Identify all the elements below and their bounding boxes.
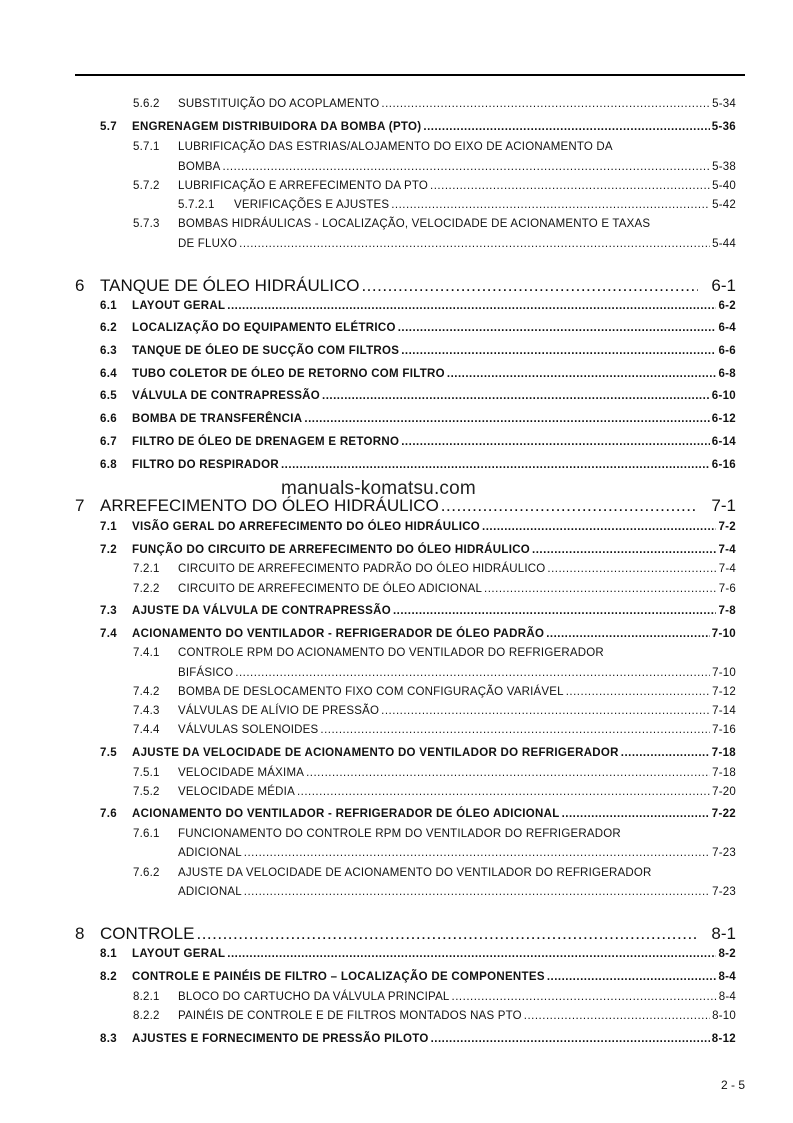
toc-entry-6-7[interactable] [100,436,736,448]
leader-dots [562,808,710,820]
entry-title: ACIONAMENTO DO VENTILADOR - REFRIGERADOR DE ÓLEO PADRÃO [132,628,545,640]
leader-dots [401,345,716,357]
leader-dots [547,563,716,575]
leader-dots [431,1033,710,1045]
toc-entry-8-3[interactable] [100,1033,736,1045]
entry-page: 6-4 [718,322,736,334]
leader-dots [452,991,717,1003]
entry-page: 7-23 [712,847,736,859]
entry-number: 7.6.2 [133,867,160,879]
toc-entry-8-2-2[interactable] [133,1010,736,1022]
toc-entry-8-2[interactable] [100,971,736,983]
leader-dots [482,521,716,533]
toc-entry-7-2-1[interactable] [133,563,736,575]
leader-dots [423,121,709,133]
toc-entry-5-7-1-line2[interactable] [178,161,736,173]
entry-number: 8.1 [100,948,117,960]
leader-dots [196,924,698,944]
leader-dots [239,238,710,250]
leader-dots [393,605,717,617]
entry-number: 6.3 [100,345,117,357]
leader-dots [430,180,710,192]
footer-page-number: 2 - 5 [720,1078,745,1092]
toc-entry-8-1[interactable] [100,948,736,960]
entry-title: VISÃO GERAL DO ARREFECIMENTO DO ÓLEO HIDRÁULICO [132,521,481,533]
toc-entry-7-6-2-line2[interactable] [178,886,736,898]
entry-page: 6-14 [711,436,736,448]
entry-page: 7-10 [712,667,736,679]
entry-number: 5.7.2.1 [178,199,215,211]
entry-number: 7.2.1 [133,563,160,575]
leader-dots [391,199,710,211]
entry-number: 7.5 [100,747,117,759]
entry-number: 7.6.1 [133,828,160,840]
entry-title: BOMBA DE DESLOCAMENTO FIXO COM CONFIGURAÇÃO VARIÁVEL [178,686,564,698]
entry-number: 5.7.1 [133,141,160,153]
toc-entry-7-5-2[interactable] [133,786,736,798]
toc-entry-7-4-1-line1[interactable] [133,647,604,659]
entry-number: 6.1 [100,300,117,312]
leader-dots [381,705,710,717]
entry-page: 7-6 [718,583,736,595]
toc-entry-6-3[interactable] [100,345,736,357]
toc-entry-6-2[interactable] [100,322,736,334]
entry-number: 7.6 [100,808,117,820]
toc-entry-5-6-2[interactable] [133,98,736,110]
entry-number: 6.6 [100,413,117,425]
toc-entry-7-5-1[interactable] [133,767,736,779]
watermark-text: manuals-komatsu.com [281,478,476,499]
entry-title: LUBRIFICAÇÃO E ARREFECIMENTO DA PTO [178,180,429,192]
entry-page: 7-14 [712,705,736,717]
entry-number: 7.4.2 [133,686,160,698]
leader-dots [223,161,711,173]
entry-page: 5-38 [712,161,736,173]
entry-number: 6.2 [100,322,117,334]
entry-title: FUNÇÃO DO CIRCUITO DE ARREFECIMENTO DO ÓLEO HIDRÁULICO [132,544,531,556]
entry-number: 7.4.3 [133,705,160,717]
entry-page: 5-34 [712,98,736,110]
entry-page: 7-4 [718,544,736,556]
entry-number: 7.4 [100,628,117,640]
entry-title: AJUSTES E FORNECIMENTO DE PRESSÃO PILOTO [132,1033,429,1045]
leader-dots [297,786,710,798]
entry-page: 8-4 [718,991,736,1003]
leader-dots [484,583,717,595]
leader-dots [398,322,717,334]
toc-chapter-6[interactable] [75,276,736,296]
entry-number: 7.4.4 [133,724,160,736]
entry-page: 7-8 [718,605,736,617]
toc-entry-5-7-2[interactable] [133,180,736,192]
leader-dots [447,368,717,380]
entry-number: 7.5.2 [133,786,160,798]
toc-entry-5-7-3-line1[interactable] [133,218,650,230]
entry-title: TUBO COLETOR DE ÓLEO DE RETORNO COM FILTRO [132,368,445,380]
toc-entry-5-7[interactable] [100,121,736,133]
entry-page: 8-10 [712,1010,736,1022]
leader-dots [244,847,710,859]
entry-number: 8.2.1 [133,991,160,1003]
entry-number: 7.2.2 [133,583,160,595]
entry-title: ENGRENAGEM DISTRIBUIDORA DA BOMBA (PTO) [132,121,422,133]
leader-dots [320,724,710,736]
entry-page: 6-16 [711,459,736,471]
entry-title: VELOCIDADE MÉDIA [178,786,295,798]
entry-page: 8-2 [718,948,736,960]
entry-title-line1: FUNCIONAMENTO DO CONTROLE RPM DO VENTILADOR DO REFRIGERADOR [178,828,621,840]
leader-dots [524,1010,710,1022]
toc-entry-7-4-3[interactable] [133,705,736,717]
entry-number: 5.7.3 [133,218,160,230]
entry-page: 6-10 [711,390,736,402]
chapter-page: 8-1 [711,924,736,943]
entry-page: 7-2 [718,521,736,533]
entry-title: VERIFICAÇÕES E AJUSTES [234,199,390,211]
leader-dots [235,667,710,679]
entry-page: 7-20 [712,786,736,798]
leader-dots [547,971,717,983]
entry-number: 7.2 [100,544,117,556]
leader-dots [441,496,698,516]
leader-dots [244,886,710,898]
entry-page: 6-8 [718,368,736,380]
entry-number: 5.6.2 [133,98,160,110]
entry-number: 6.5 [100,390,117,402]
entry-number: 6.7 [100,436,117,448]
entry-title: BLOCO DO CARTUCHO DA VÁLVULA PRINCIPAL [178,991,450,1003]
chapter-page: 7-1 [711,496,736,515]
entry-title: AJUSTE DA VÁLVULA DE CONTRAPRESSÃO [132,605,391,617]
leader-dots [361,276,698,296]
entry-page: 7-10 [711,628,736,640]
leader-dots [401,436,710,448]
entry-title: FILTRO DE ÓLEO DE DRENAGEM E RETORNO [132,436,400,448]
toc-entry-6-4[interactable] [100,368,736,380]
entry-number: 6.4 [100,368,117,380]
leader-dots [227,300,716,312]
entry-page: 6-2 [718,300,736,312]
entry-page: 7-23 [712,886,736,898]
entry-page: 6-12 [711,413,736,425]
entry-title: CONTROLE E PAINÉIS DE FILTRO – LOCALIZAÇÃO DE COMPONENTES [132,971,545,983]
leader-dots [306,767,710,779]
entry-number: 8.3 [100,1033,117,1045]
entry-title-line1: LUBRIFICAÇÃO DAS ESTRIAS/ALOJAMENTO DO EIXO DE ACIONAMENTO DA [178,141,613,153]
toc-chapter-8[interactable] [75,924,736,944]
chapter-number: 6 [75,276,85,295]
entry-title: LAYOUT GERAL [132,300,226,312]
entry-number: 8.2.2 [133,1010,160,1022]
toc-entry-7-1[interactable] [100,521,736,533]
leader-dots [546,628,710,640]
toc-entry-8-2-1[interactable] [133,991,736,1003]
toc-entry-7-2-2[interactable] [133,583,736,595]
entry-title-line2: ADICIONAL [178,886,242,898]
toc-entry-7-4-1-line2[interactable] [178,667,736,679]
leader-dots [322,390,710,402]
entry-number: 7.5.1 [133,767,160,779]
leader-dots [227,948,716,960]
leader-dots [381,98,710,110]
entry-title: TANQUE DE ÓLEO DE SUCÇÃO COM FILTROS [132,345,400,357]
entry-page: 7-12 [712,686,736,698]
entry-page: 7-18 [712,767,736,779]
entry-page: 8-4 [718,971,736,983]
toc-entry-7-3[interactable] [100,605,736,617]
entry-number: 5.7.2 [133,180,160,192]
entry-title: AJUSTE DA VELOCIDADE DE ACIONAMENTO DO VENTILADOR DO REFRIGERADOR [132,747,619,759]
entry-page: 7-18 [711,747,736,759]
toc-entry-7-5[interactable] [100,747,736,759]
entry-number: 7.3 [100,605,117,617]
entry-title: PAINÉIS DE CONTROLE E DE FILTROS MONTADOS NAS PTO [178,1010,522,1022]
toc-entry-6-1[interactable] [100,300,736,312]
entry-title: BOMBA DE TRANSFERÊNCIA [132,413,303,425]
toc-entry-7-4[interactable] [100,628,736,640]
toc-entry-7-6-2-line1[interactable] [133,867,652,879]
leader-dots [281,459,710,471]
entry-title: SUBSTITUIÇÃO DO ACOPLAMENTO [178,98,380,110]
entry-number: 7.4.1 [133,647,160,659]
toc-entry-6-6[interactable] [100,413,736,425]
chapter-number: 7 [75,496,85,515]
chapter-page: 6-1 [711,276,736,295]
entry-number: 8.2 [100,971,117,983]
toc-entry-5-7-1-line1[interactable] [133,141,613,153]
entry-page: 7-4 [718,563,736,575]
toc-entry-7-6-1-line2[interactable] [178,847,736,859]
entry-title-line1: BOMBAS HIDRÁULICAS - LOCALIZAÇÃO, VELOCIDADE DE ACIONAMENTO E TAXAS [178,218,651,230]
entry-title-line2: ADICIONAL [178,847,242,859]
entry-page: 6-6 [718,345,736,357]
entry-page: 7-22 [711,808,736,820]
toc-entry-7-4-2[interactable] [133,686,736,698]
entry-title: VÁLVULAS DE ALÍVIO DE PRESSÃO [178,705,380,717]
entry-title: VÁLVULA DE CONTRAPRESSÃO [132,390,321,402]
chapter-title: CONTROLE [100,924,195,943]
toc-entry-5-7-2-1[interactable] [178,199,736,211]
toc-entry-7-4-4[interactable] [133,724,736,736]
entry-page: 5-42 [712,199,736,211]
entry-title-line1: CONTROLE RPM DO ACIONAMENTO DO VENTILADOR DO REFRIGERADOR [178,647,604,659]
entry-title: CIRCUITO DE ARREFECIMENTO PADRÃO DO ÓLEO HIDRÁULICO [178,563,546,575]
entry-page: 5-36 [711,121,736,133]
entry-title: FILTRO DO RESPIRADOR [132,459,279,471]
chapter-title: TANQUE DE ÓLEO HIDRÁULICO [100,276,360,295]
entry-title: ACIONAMENTO DO VENTILADOR - REFRIGERADOR DE ÓLEO ADICIONAL [132,808,560,820]
leader-dots [566,686,710,698]
toc-entry-6-5[interactable] [100,390,736,402]
toc-entry-7-6-1-line1[interactable] [133,828,621,840]
entry-page: 5-44 [712,238,736,250]
toc-entry-7-6[interactable] [100,808,736,820]
entry-page: 5-40 [712,180,736,192]
entry-title: LOCALIZAÇÃO DO EQUIPAMENTO ELÉTRICO [132,322,396,334]
entry-title: VELOCIDADE MÁXIMA [178,767,305,779]
chapter-title: ARREFECIMENTO DO ÓLEO HIDRÁULICO [100,496,439,515]
entry-number: 6.8 [100,459,117,471]
entry-title-line1: AJUSTE DA VELOCIDADE DE ACIONAMENTO DO VENTILADOR DO REFRIGERADOR [178,867,652,879]
leader-dots [532,544,716,556]
toc-entry-7-2[interactable] [100,544,736,556]
chapter-number: 8 [75,924,85,943]
entry-page: 7-16 [712,724,736,736]
leader-dots [621,747,710,759]
entry-number: 7.1 [100,521,117,533]
entry-title: VÁLVULAS SOLENOIDES [178,724,319,736]
entry-number: 5.7 [100,121,117,133]
leader-dots [304,413,709,425]
entry-title-line2: DE FLUXO [178,238,238,250]
entry-title-line2: BIFÁSICO [178,667,234,679]
entry-title: CIRCUITO DE ARREFECIMENTO DE ÓLEO ADICIONAL [178,583,483,595]
entry-title-line2: BOMBA [178,161,221,173]
toc-entry-6-8[interactable] [100,459,736,471]
entry-page: 8-12 [711,1033,736,1045]
toc-entry-5-7-3-line2[interactable] [178,238,736,250]
entry-title: LAYOUT GERAL [132,948,226,960]
